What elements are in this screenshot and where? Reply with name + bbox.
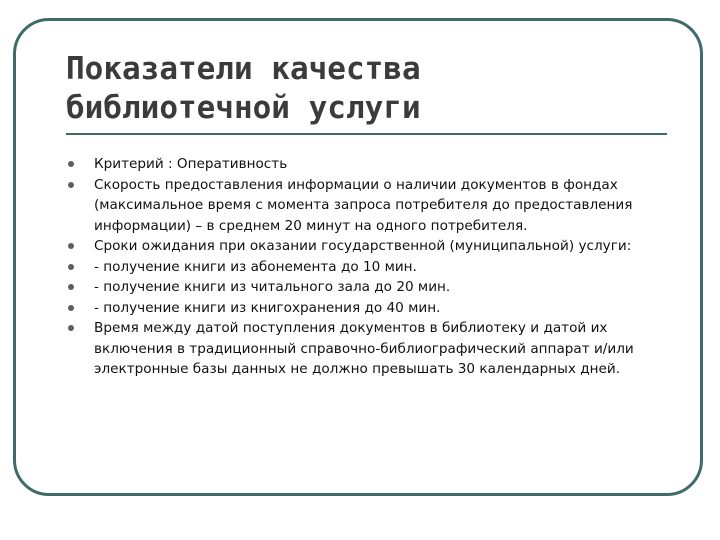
bullet-text: - получение книги из книгохранения до 40 мин.: [94, 299, 441, 316]
title-line-2: библиотечной услуги: [66, 90, 421, 126]
bullet-text: Время между датой поступления документов в библиотеку и датой их включения в традиционный справочно-библиографический аппарат и/или электронные базы данных не должно превышать 30 календарных дней.: [94, 320, 634, 377]
bullet-text: Критерий : Оперативность: [94, 156, 288, 172]
bullet-text: - получение книги из читального зала до 20 мин.: [94, 279, 451, 295]
title-divider: [66, 133, 667, 135]
title-line-1: Показатели качества: [66, 51, 421, 87]
bullet-dot-icon: [68, 325, 74, 331]
bullet-dot-icon: [68, 264, 74, 270]
bullet-text: Сроки ожидания при оказании государственной (муниципальной) услуги:: [94, 238, 632, 254]
bullet-item-cataloguing: [66, 318, 672, 380]
bullet-dot-icon: [68, 305, 74, 311]
bullet-item-subscription: [66, 257, 672, 278]
bullet-dot-icon: [68, 284, 74, 290]
bullet-dot-icon: [68, 243, 74, 249]
slide-title: [66, 50, 666, 128]
bullet-dot-icon: [68, 161, 74, 167]
bullet-dot-icon: [68, 182, 74, 188]
bullet-item-speed: [66, 175, 672, 237]
bullet-text: - получение книги из абонемента до 10 мин.: [94, 258, 417, 275]
bullet-item-reading-room: [66, 277, 672, 298]
bullet-list: [66, 154, 672, 380]
bullet-item-criterion: [66, 154, 672, 175]
bullet-text: Скорость предоставления информации о наличии документов в фондах (максимальное время с момента запроса потребителя до предоставления информации) – в среднем 20 минут на одного потребителя.: [94, 176, 633, 234]
bullet-item-storage: [66, 298, 672, 319]
bullet-item-wait-times: [66, 236, 672, 257]
